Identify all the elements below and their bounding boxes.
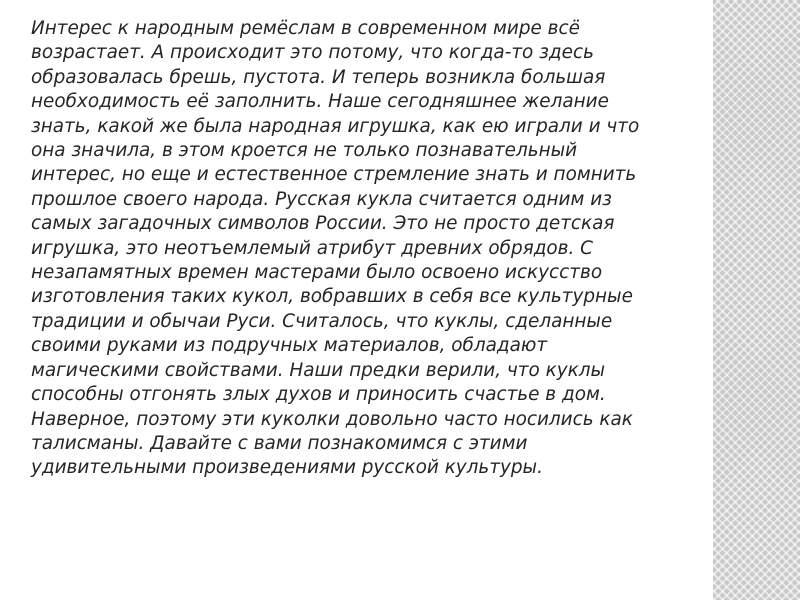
decorative-side-stripe [713, 0, 800, 600]
slide-body-text: Интерес к народным ремёслам в современном мире всё возрастает. А происходит это потому, что когда-то здесь образовалась брешь, пустота. И теперь возникла большая необходимость её заполнить. Наше сегодняшнее желание знать, какой же была народная игрушка, как ею играли и что она значила, в этом кроется не только познавательный интерес, но еще и естественное стремление знать и помнить прошлое своего народа. Русская кукла считается одним из самых загадочных символов России. Это не просто детская игрушка, это неотъемлемый атрибут древних обрядов. С незапамятных времен мастерами было освоено искусство изготовления таких кукол, вобравших в себя все культурные традиции и обычаи Руси. Считалось, что куклы, сделанные своими руками из подручных материалов, обладают магическими свойствами. Наши предки верили, что куклы способны отгонять злых духов и приносить счастье в дом. Наверное, поэтому эти куколки довольно часто носились как талисманы. Давайте с вами познакомимся с этими удивительными произведениями русской культуры. [31, 18, 640, 479]
